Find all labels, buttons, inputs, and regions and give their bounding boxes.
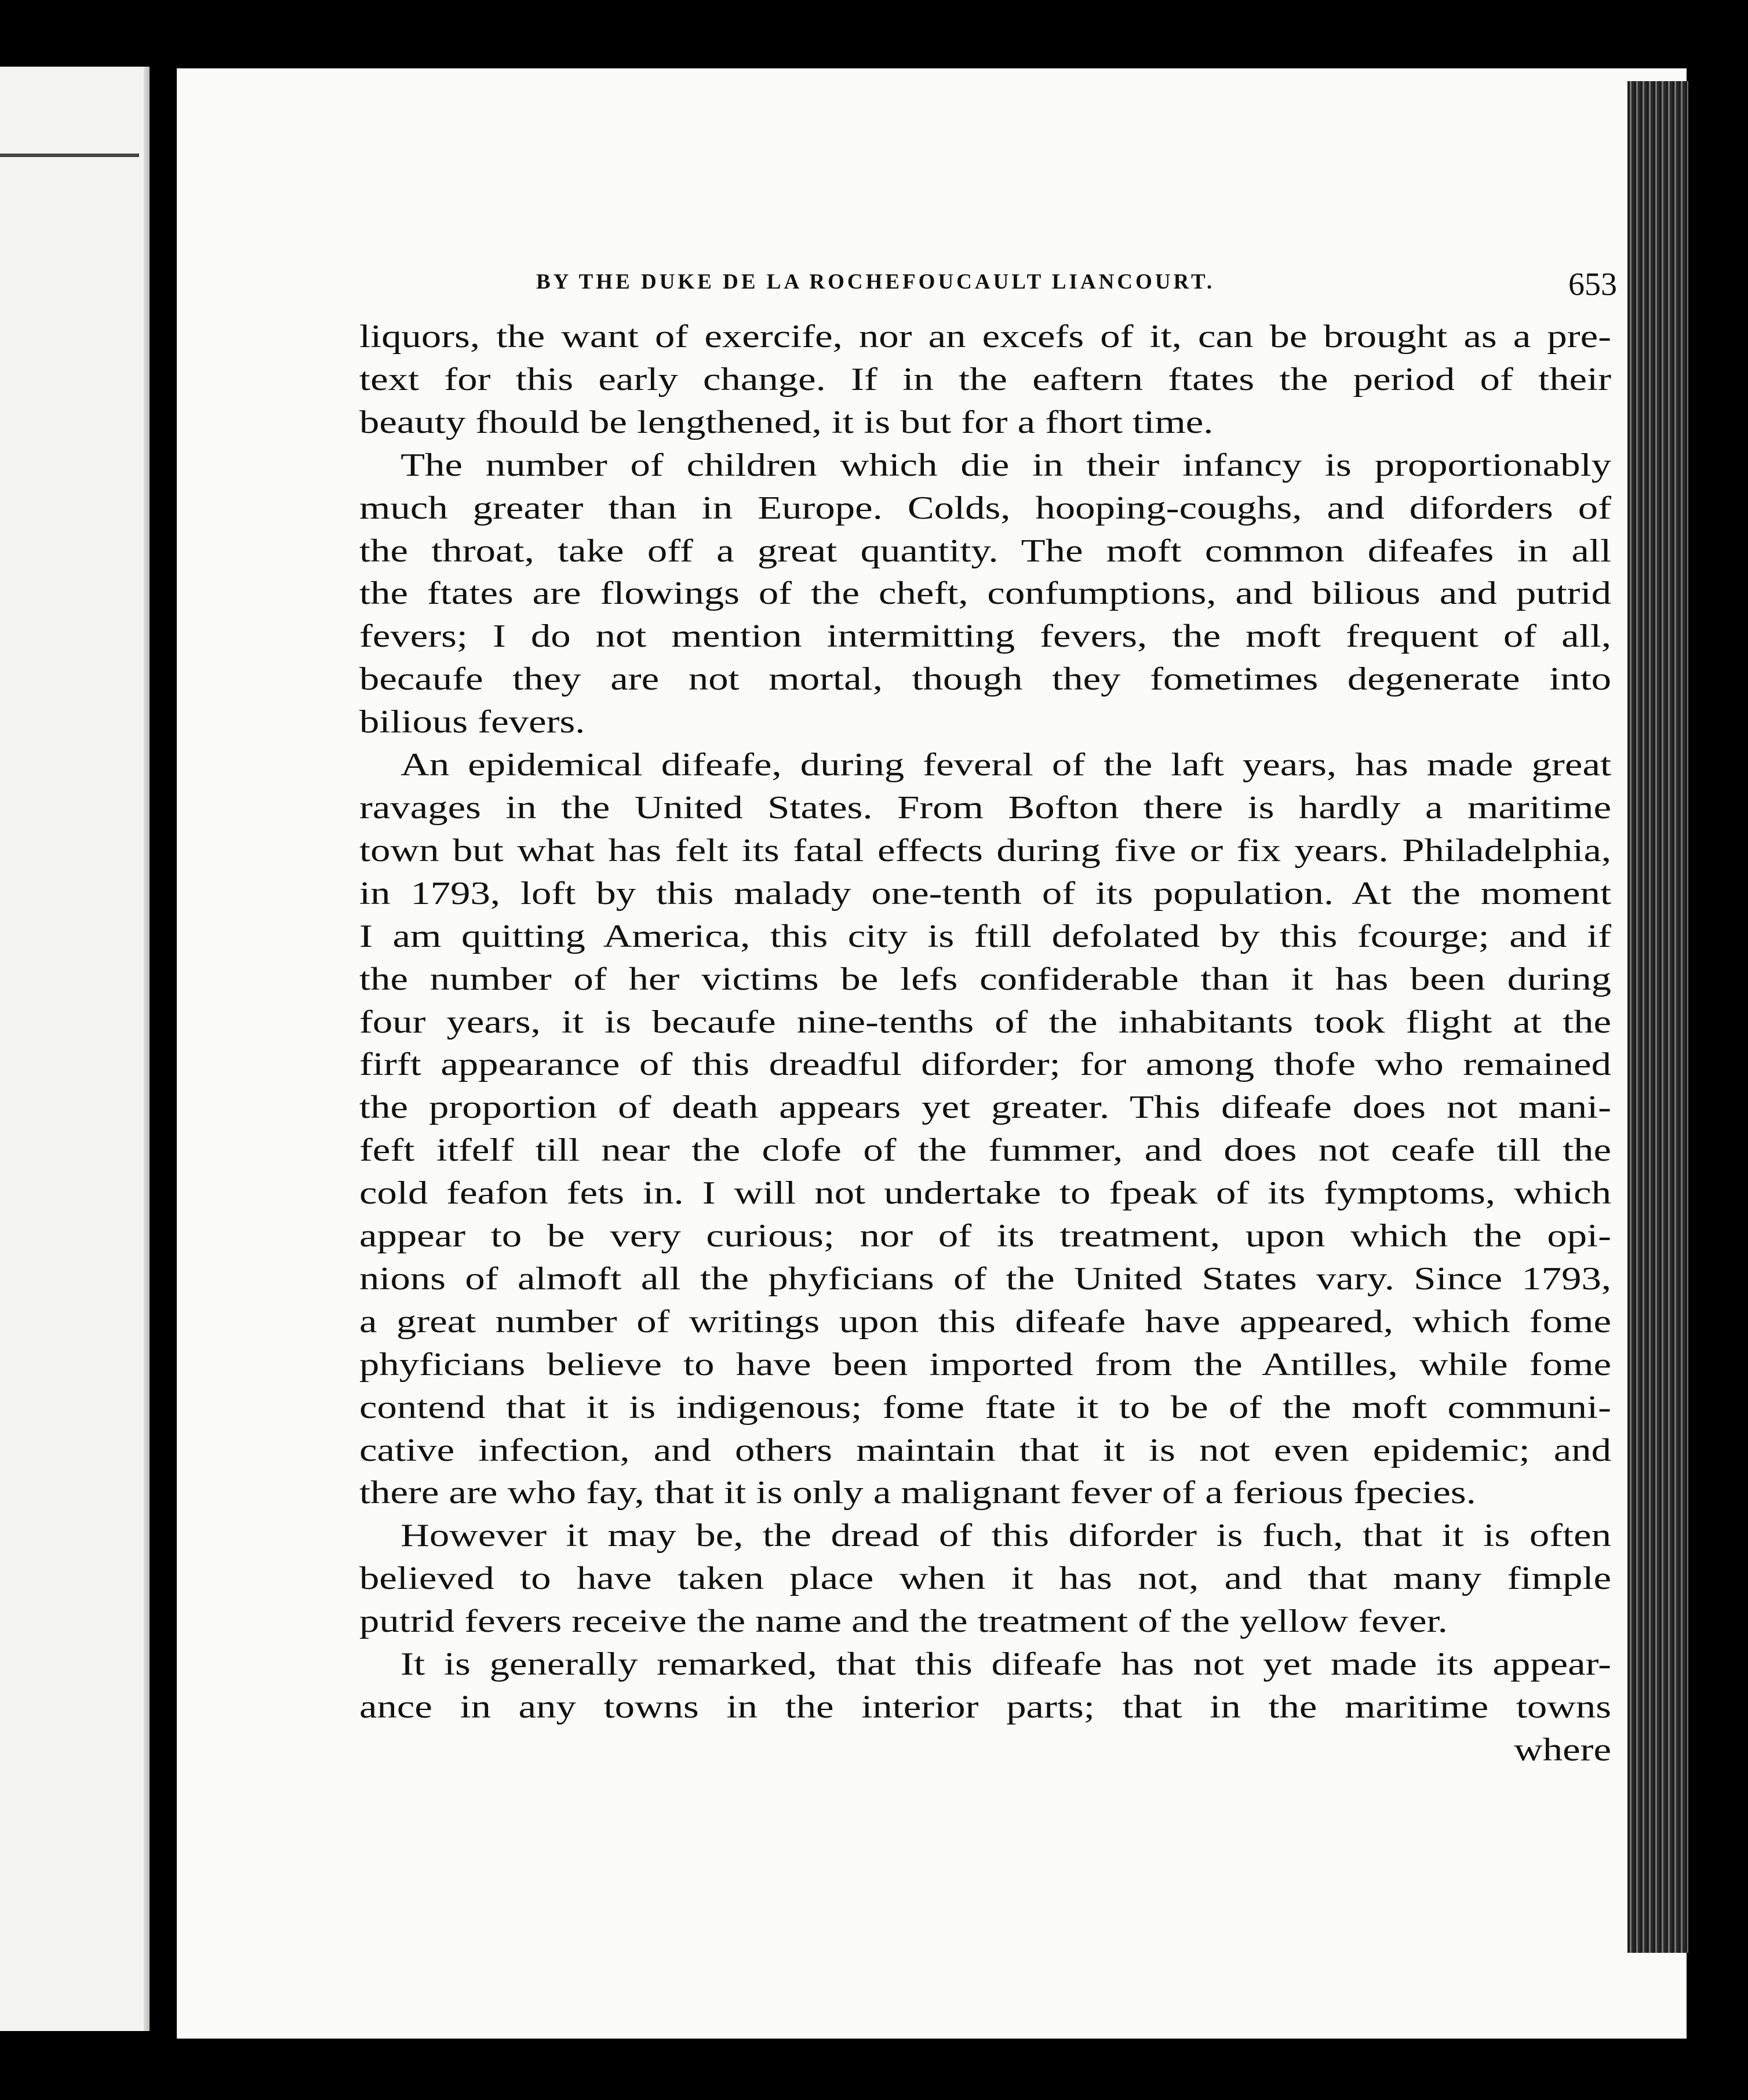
text-line: ravages in the United States. From Bofton there is hardly a maritime [359,789,1612,826]
text-line: feft itfelf till near the clofe of the fummer, and does not ceafe till the [359,1132,1612,1169]
text-line: the number of her victims be lefs confiderable than it has been during [359,961,1612,997]
text-line: cold feafon fets in. I will not undertake to fpeak of its fymptoms, which [359,1175,1612,1212]
paragraph-first-line: The number of children which die in their infancy is proportionably [400,447,1612,483]
text-line: phyficians believe to have been imported from the Antilles, while fome [359,1346,1612,1383]
facing-page-edge [0,67,150,2031]
text-line: putrid fevers receive the name and the treatment of the yellow fever. [359,1603,1448,1640]
text-line: ance in any towns in the interior parts; that in the maritime towns [359,1689,1612,1725]
text-line: nions of almoft all the phyficians of the United States vary. Since 1793, [359,1260,1612,1297]
text-line: beauty fhould be lengthened, it is but for a fhort time. [359,404,1214,440]
text-line: the ftates are flowings of the cheft, confumptions, and bilious and putrid [359,575,1612,612]
text-line: bilious fevers. [359,704,585,741]
paragraph-first-line: It is generally remarked, that this difeafe has not yet made its appear- [400,1646,1612,1683]
facing-page-fold [144,67,150,2031]
text-line: believed to have taken place when it has not, and that many fimple [359,1561,1612,1597]
running-head-title: BY THE DUKE DE LA ROCHEFOUCAULT LIANCOURT. [536,270,1215,294]
text-line: in 1793, loft by this malady one-tenth of its population. At the moment [359,875,1612,912]
text-line: cative infection, and others maintain that it is not even epidemic; and [359,1432,1612,1468]
text-line: a great number of writings upon this difeafe have appeared, which fome [359,1303,1612,1340]
catchword: where [1514,1731,1612,1768]
text-line: the throat, take off a great quantity. The moft common difeafes in all [359,533,1612,569]
paragraph-first-line: However it may be, the dread of this diforder is fuch, that it is often [400,1518,1612,1554]
text-line: firft appearance of this dreadful diforder; for among thofe who remained [359,1047,1612,1083]
text-line: contend that it is indigenous; fome ftate it to be of the moft communi- [359,1389,1612,1425]
page-block-edge [1627,81,1688,1953]
text-line: I am quitting America, this city is ftill defolated by this fcourge; and if [359,918,1612,954]
text-line: fevers; I do not mention intermitting fevers, the moft frequent of all, [359,618,1612,655]
text-line: four years, it is becaufe nine-tenths of the inhabitants took flight at the [359,1004,1612,1040]
text-line: appear to be very curious; nor of its treatment, upon which the opi- [359,1218,1612,1255]
text-line: there are who fay, that it is only a malignant fever of a ferious fpecies. [359,1475,1476,1511]
text-line: the proportion of death appears yet greater. This difeafe does not mani- [359,1089,1612,1126]
text-line: liquors, the want of exercife, nor an excefs of it, can be brought as a pre- [359,319,1612,355]
body-text [359,316,1611,1772]
text-line: text for this early change. If in the eaftern ftates the period of their [359,361,1612,398]
facing-page-mark [0,154,139,157]
text-line: town but what has felt its fatal effects during five or fix years. Philadelphia, [359,832,1612,869]
running-head [359,269,1617,310]
text-line: becaufe they are not mortal, though they fometimes degenerate into [359,661,1612,698]
paragraph-first-line: An epidemical difeafe, during feveral of the laft years, has made great [400,747,1612,783]
page-number: 653 [1568,267,1617,302]
text-line: much greater than in Europe. Colds, hooping-coughs, and diforders of [359,490,1612,526]
